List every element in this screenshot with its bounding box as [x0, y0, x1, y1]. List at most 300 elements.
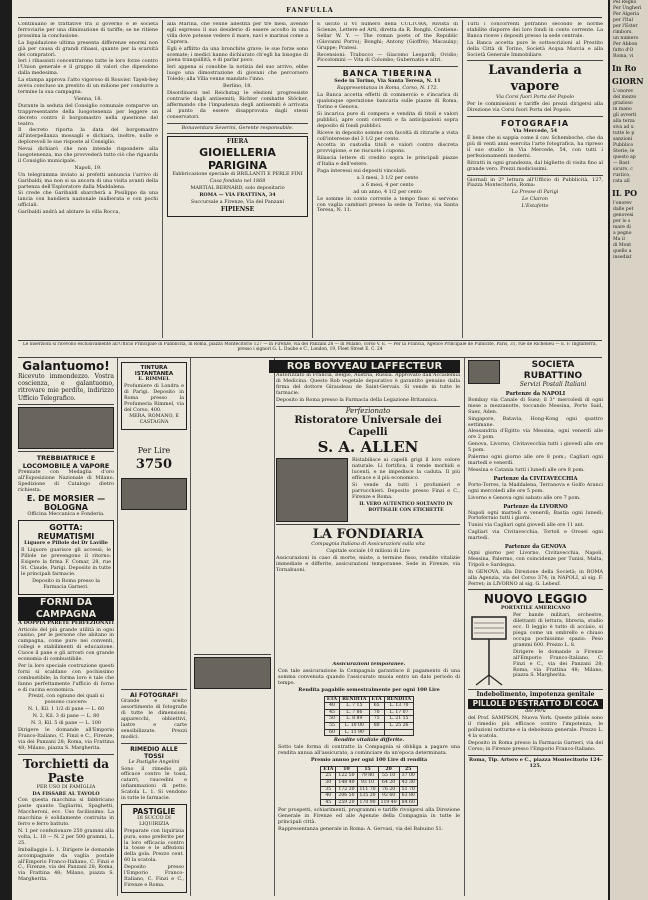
bank-paragraph: Accetta in custodia titoli e valori contro discreta provvigione, e ne riscuote i cupons.	[317, 142, 458, 155]
ad-line: Casa fondata nel 1868	[209, 178, 266, 185]
tosse-text: Sono il rimedio più efficace contro le tossi, catarri, raucedini e infiammazioni di petto. Scatola L. 1. Si vendono in tutte le farmacie.	[121, 765, 187, 802]
bank-paragraph: Si incarica pure di compera e vendita di titoli e valori pubblici, apre conti correnti e fa anticipazioni sopra deposito di fondi pubblici.	[317, 110, 458, 129]
table-cell: 119 40	[378, 799, 399, 806]
leggio-body	[468, 613, 603, 687]
giornale-item: L'Estafette	[521, 203, 549, 210]
temporanee-label: Assicurazioni temporanee.	[332, 662, 406, 667]
notice-text: Le inserzioni si ricevono esclusivamente all'Ufficio Principale di Pubblicità, in Roma, piazza Montecitorio 127 — in Firenze, via del Panzani 28 — in Milano, corso V. E. — Per la Francia, Agence Principale de Publicité, Paris, 31, rue de Richelieu — E. F. Inghilterra, presso i signori G. L. Daube e C., London, 19, Fleet Street E. C. 24	[23, 342, 597, 353]
divider	[276, 524, 460, 525]
rubattino-heading: Partenze da NAPOLI	[505, 390, 566, 397]
table-cell: 111 70	[357, 786, 378, 793]
torchietti-text: Con questa macchina si fabbricano paste quanto Tagliarini, Spaghetti, Maccheroni, ecc. Uso facilissimo. La macchina è solidamente costruita in ferro e ferro battuto.	[18, 797, 114, 828]
strip-line: siva ad u	[613, 125, 634, 130]
table-cell: 55 10	[378, 773, 399, 780]
table-cell: 30	[321, 779, 336, 786]
ad-line: MARTIAL BERNARD, solo depositario	[190, 185, 285, 192]
adjacent-page-strip	[610, 0, 648, 900]
table-cell: ETÀ	[321, 766, 336, 773]
divider	[121, 743, 187, 744]
section-rule	[18, 340, 602, 341]
table-cell: 172 30	[336, 786, 357, 793]
table-row	[324, 716, 413, 723]
table-cell: 76 20	[378, 786, 399, 793]
table-cell: 40	[321, 793, 336, 800]
ads-column-a	[18, 360, 114, 896]
fondiaria-sub: Compagnia Italiana di Assicurazioni sulla vita	[311, 541, 425, 548]
news-column-1	[18, 22, 158, 338]
rubattino-line: Messina e Catania tutti i lunedì alle ore 8 pom.	[468, 466, 585, 473]
machine-illustration	[121, 478, 187, 510]
coca-sub: del Perù	[525, 708, 546, 715]
fondiaria-roma: Rappresentanza generale in Roma: A. Gervasi, via del Babuino 51.	[278, 826, 444, 832]
table-cell: 84 60	[399, 799, 417, 806]
table-cell: 148 40	[336, 779, 357, 786]
bank-paragraph: Riceve in deposito somme con facoltà di ritirarle a vista coll'interesse del 3 1/2 per cento.	[317, 129, 458, 142]
news-paragraph: La Banca accetta pure le sottoscrizioni al Prestito della Città di Torino, Società Acqua Marcia e alla Società Generale Immobiliare.	[467, 39, 603, 58]
forni-text: Articolo del più grande utilità in ogni casino, per le persone che abitano in campagna, come pure nei conventi, collegi e stabilimenti di educazione. Cuoce il pane e gli arrosti con grande economia di combustibile.	[18, 626, 114, 663]
table-cell: 35	[321, 786, 336, 793]
table-cell: 45	[324, 709, 339, 716]
boyveau-title: ROB BOYVEAU LAFFECTEUR	[269, 360, 460, 373]
gioielleria-ad	[167, 136, 308, 216]
table-cell: 170 90	[357, 799, 378, 806]
news-paragraph: Ieri appena si conobbe la notizia del suo arrivo, ebbe luogo una dimostrazione di giovani che percorsero Toledo; alla Villa venne mandato l'inno.	[167, 64, 308, 83]
strip-line: Sterie; le	[613, 149, 635, 154]
strip-line: questo ap	[613, 155, 636, 160]
ad-kicker: FIERA	[226, 138, 249, 146]
divider	[18, 451, 114, 452]
torchietti-prices: N. 1 per confezionare 250 grammi alla volta, L. 18 — N. 2 per 500 grammi, L. 25.	[18, 827, 114, 846]
divider	[167, 123, 308, 124]
table-header-row	[321, 766, 418, 773]
coca-title: PILLOLE D'ESTRATTO DI COCA	[468, 699, 603, 709]
lire-label: Per Lire	[137, 446, 171, 456]
giornale-item: Le Clairon	[522, 196, 548, 203]
news-paragraph: Nevai dichiarò che non intende rispondere alla luogotenenza, ma che provvederà tutto ciò che riguarda il Consiglio municipale.	[18, 146, 158, 164]
allen-pre: Perfezionato	[345, 406, 391, 415]
table-row	[321, 773, 418, 780]
section-rule	[18, 357, 602, 358]
torchietti-title: Torchietti da Paste	[22, 756, 110, 785]
bank-address: Sede in Torino, Via Santa Teresa, N. 11	[334, 78, 441, 85]
allen-text: Si vende da tutti i profumieri e parrucchieri. Deposito presso Finzi e C., Firenze e Roma.	[352, 482, 460, 500]
leggio-copy	[513, 613, 603, 687]
lavanderia-title: Lavanderia a vapore	[488, 63, 582, 95]
dateline: Berlino, 18.	[223, 83, 252, 90]
rubattino-line: Napoli ogni martedì e venerdì; Bastia ogni lunedì; Portoferraio tutti i giorni.	[468, 509, 603, 522]
table-cell: 259 20	[336, 799, 357, 806]
strip-line: quello a	[613, 249, 632, 254]
dateline: Vienna, 18.	[73, 95, 102, 102]
divider	[317, 66, 458, 67]
lavanderia-address: Via Corsi fuori Porta del Popolo	[495, 94, 575, 101]
table-cell: L. 17 07	[384, 709, 413, 716]
music-stand-illustration	[468, 613, 510, 687]
forni-price: N. 2, Kil. 3 di pane — L. 80	[32, 713, 100, 720]
news-paragraph: Recensioni: Trabucco — Giacomo Leopardi; Ovidio; Piccolomini — Vita di Colombo; Gubernatis e altri.	[317, 51, 458, 64]
table-cell: 75	[369, 716, 384, 723]
rendita-table	[324, 696, 414, 737]
news-paragraph: È uscito il VI numero della CULTURA, Rivista di Scienze, Lettere ed Arti, diretta da R. Bonghi. Contiene: Sellar W. Y. — The roman poets of the Republic (Giovanni Porro); Bonghi; Antony (Gioffrè); Macaulay; Gruppe; Pratesi.	[317, 22, 458, 51]
strip-line: insediat	[613, 255, 632, 260]
strip-line: sanzioni	[613, 137, 633, 142]
fondiaria-foot: Per prospetti, schiarimenti, programmi e tariffe rivolgersi alla Direzione Generale in Firenze ed alle Agenzie della Compagnia in tutte le principali città.	[278, 807, 460, 826]
table-row	[324, 729, 413, 736]
news-paragraph: Ieri i ribassisti concentrarono tutte le loro forze contro l'Union generale e il gruppo di valori che dipendono dalla medesima.	[18, 58, 158, 77]
news-paragraph: La stampa approva l'atto vigoroso di Rouvier. Tayeb-bey aveva concluso un prestito di un milione per condurre a termine la sua campagna.	[18, 77, 158, 95]
galantuomo-text: Ricevuto immondezzo. Vostra coscienza, e galantuomo, ritrovare mie perdite, indirizzo Ufficio Telegrafico.	[18, 373, 114, 402]
leggio-title: NUOVO LEGGIO	[483, 592, 588, 607]
table-cell	[384, 729, 413, 736]
premio-table	[320, 766, 418, 807]
divider	[467, 60, 603, 61]
table-cell: 10	[336, 766, 357, 773]
rubattino-line: Singapore, Batavia, Hong-Kong ogni quattro settimane.	[468, 415, 603, 428]
tosse-sub: Le Pastiglie Angelini	[128, 758, 180, 765]
forni-sub: A DOPPIA PARETE PERFEZIONATI	[18, 619, 114, 626]
morsier-sub: Officina Meccanica e Fonderia.	[27, 511, 105, 518]
strip-line: rustico,	[613, 173, 631, 178]
table-row	[324, 709, 413, 716]
boyveau-text: Autorizzato in Francia, Belgio, Austria, Russia. Approvato dall'Accademia di Medicina. Questo Rob vegetale depurativo è garantito genuino dalla firma del dottore Giraudeau de Saint-Gervais. Si vende in tutte le farmacie.	[276, 372, 460, 396]
pastiglie-title: PASTIGLIE	[132, 806, 176, 816]
news-paragraph: Si crede che Garibaldi sbarcherà a Posilippo da una lancia con bandiera nazionale inalberata e con pochi ufficiali.	[18, 190, 158, 209]
divider	[18, 404, 114, 405]
ad-line: Fabbricazione speciale di BRILLANTI E PERLE FINI	[172, 171, 303, 178]
divider	[467, 116, 603, 117]
table-cell: 40	[324, 703, 339, 710]
strip-line: alla terza	[613, 119, 635, 124]
table-cell	[369, 729, 384, 736]
table-row	[321, 793, 418, 800]
pastiglie-ad	[121, 804, 187, 893]
strip-line: Pel Regno	[613, 0, 637, 5]
tintura-ad	[121, 362, 187, 430]
bank-paragraph: La Banca accetta effetti di commercio e s'incarica di qualunque operazione bancaria sulle piazze di Roma, Torino e Genova.	[317, 92, 458, 110]
ad-firm: FIPIENSE	[220, 205, 255, 213]
table-cell: 65	[369, 703, 384, 710]
strip-line: grazioso	[613, 101, 633, 106]
rubattino-line: Livorno e Genova ogni sabato alle ore 7 pom.	[468, 494, 581, 501]
torchietti-sub2: DA FISSARE AL TAVOLO	[32, 790, 100, 797]
fotografi-text: Grande e scelto assortimento di fotografie di tutte le dimensioni; apparecchi, obbiettivi, lastre e carte sensibilizzate. Prezzi modici.	[121, 698, 187, 740]
ads-column-e	[468, 360, 603, 896]
torchietti-text: Imballaggio L. 1. Dirigere le domande accompagnate da vaglia postale all'Emporio Franco-Italiano, C. Finzi e C., Firenze, via dei Panzani 28; Roma, via Frattina 48; Milano, piazza S. Margherita.	[18, 846, 114, 883]
table-cell: 79 80	[357, 773, 378, 780]
strip-line: Per Abbon	[613, 42, 638, 47]
tintura-name: E. RIMMEL	[138, 376, 170, 382]
lire-box	[121, 446, 187, 472]
forni-price: N. 1, Kil. 1 1/2 di pane — L. 60	[27, 706, 105, 713]
strip-line: L'onorev	[613, 89, 634, 94]
table-row	[324, 722, 413, 729]
strip-heading-3: IL PO	[612, 188, 638, 198]
table-cell: 50	[324, 716, 339, 723]
strip-line: Roma, vi	[613, 54, 634, 59]
gotta-ad	[18, 520, 114, 594]
news-column-2	[167, 22, 308, 338]
table-cell: 25	[321, 773, 336, 780]
galantuomo-title: Galantuomo!	[22, 360, 110, 373]
strip-line: rata all	[613, 179, 630, 184]
rubattino-heading: Partenze da LIVORNO	[503, 503, 568, 510]
news-paragraph: Durante la seduta del Consiglio comunale comparve un trappresentante della luogotenenza per leggere un decreto contro il borgomastro nella questione del teatro.	[18, 102, 158, 127]
fotografia-address: Via Mercede, 54	[512, 128, 558, 135]
boyveau-body	[276, 373, 460, 574]
fondiaria-text: Assicurazioni in caso di morte, miste, a termine fisso, rendite vitalizie immediate e differite, assicurazioni temporanee. Sede in Firenze, via Tornabuoni.	[276, 555, 460, 574]
bank-title: BANCA TIBERINA	[342, 69, 433, 79]
table-cell: RENDITA	[384, 696, 413, 703]
table-cell: 25	[399, 766, 417, 773]
tintura-text: Profumiere di Londra e di Parigi. Deposito in Roma presso la Profumeria Rimmel, via del Corso, 400.	[124, 382, 184, 413]
table-cell: L. 25 26	[384, 722, 413, 729]
fondiaria-illustration	[194, 657, 271, 689]
table-cell: 43 30	[399, 779, 417, 786]
divider	[468, 755, 603, 756]
allen-title: Ristoratore Universale dei Capelli	[294, 415, 442, 439]
allen-name: S. A. ALLEN	[317, 438, 419, 457]
gotta-sub: Liquore e Pillole del Dr Laville	[24, 540, 108, 547]
ad-line: Succursale a Firenze, Via del Panzani	[190, 198, 285, 205]
strip-line: in mano	[613, 107, 632, 112]
strip-line: Pubblico	[613, 143, 634, 148]
gioielleria-title: GIOIELLERIA PARIGINA	[199, 146, 276, 173]
strip-line: mare di	[613, 225, 631, 230]
strip-line: un numero	[613, 36, 639, 41]
table-cell: 206 50	[336, 793, 357, 800]
rubattino-foot: In GENOVA, alla Direzione della Società; in ROMA alla Agenzia, via del Corso 374; in NAPOLI, al sig. F. Perret; in LIVORNO al sig. G. Lebeuf.	[468, 568, 603, 587]
editor-signature: Bonaventura Severini, Gerente responsabile.	[181, 124, 294, 131]
news-paragraph: Disordinarsi nel Reichstag le elezioni progressiste contrarie dagli antisemiti; Richter combatte Stöcker, affermando che l'impudenza degli antisemiti è arrivata al punto da essere disapprovata dagli stessi conservatori.	[167, 89, 308, 120]
rubattino-line: Genova, Livorno, Civitavecchia tutti i giovedì alle ore 5 pom.	[468, 441, 603, 454]
news-paragraph: alla Marina, che venne allestita per tre mesi, avendo egli espresso il suo desiderio di essere accolto in una villa dove potesse vedere il mare, navi e marinai come a Caprera.	[167, 22, 308, 45]
rubattino-line: Porto-Torres, la Maddalena, Terranova e Golfo Aranci ogni mercoledì alle ore 5 pom.	[468, 481, 603, 494]
table-cell: L. 7 86	[340, 709, 369, 716]
column-rule	[464, 358, 465, 896]
rubattino-title: SOCIETÀ RUBATTINO	[523, 360, 583, 381]
strip-line: di Mont	[613, 243, 632, 248]
table-row	[324, 703, 413, 710]
music-stand-icon	[468, 613, 510, 687]
allen-body	[276, 458, 460, 522]
trebbiatrice-text: Premiate con Medaglia d'oro all'Esposizione Nazionale di Milano. Spedizione di Catalogo dietro richiesta.	[18, 468, 114, 493]
table1-title: Rendita pagabile semestralmente per ogni 100 Lire	[298, 686, 440, 693]
coca-text: del Prof. SAMPSON, Nuova York. Queste pillole sono il rimedio più efficace contro l'impotenza, le polluzioni notturne e la debolezza generale. Prezzo L. 4 la scatola.	[468, 715, 603, 739]
divider	[121, 689, 187, 690]
table-cell: RENDITA	[340, 696, 369, 703]
divider	[468, 689, 603, 690]
news-paragraph: Egli è afflitto da una bronchite grave; le sue forze sono scemate; i medici hanno dichiarato ch'egli ha bisogno di piena tranquillità, e di parlar poco.	[167, 45, 308, 64]
fotografi-title: AI FOTOGRAFI	[130, 692, 178, 700]
table-cell: L. 21 15	[384, 716, 413, 723]
rendite-label: Rendite vitalizie differite.	[333, 737, 405, 744]
fondiaria-sub2: Capitale sociale 10 milioni di Lire	[326, 548, 410, 555]
divider	[467, 175, 603, 176]
masthead: FANFULLA	[286, 6, 334, 14]
gotta-title: GOTTA: REUMATISMI	[37, 523, 95, 542]
boyveau-text: Deposito in Roma presso la Farmacia della Legazione Britannica.	[276, 396, 438, 403]
giornale-item: La Presse di Parigi	[511, 189, 559, 196]
strip-body-lines-2	[610, 201, 648, 261]
allen-portrait	[276, 458, 348, 522]
news-paragraph: La liquidazione ultima presenta differenze enormi non già per causa di grandi ribassi, quanto per la scarsità dei compratori.	[18, 39, 158, 58]
lavanderia-text: Per le commissioni e tariffe dei prezzi dirigersi alla Direzione via Corsi fuori Porta del Popolo.	[467, 101, 603, 114]
forni-dir: Dirigere le domande all'Emporio Franco-Italiano, C. Finzi e C., Firenze, via dei Panzani 28; Roma, via Frattina 48; Milano, piazza S. Margherita.	[18, 727, 114, 751]
table-cell: 93 10	[357, 779, 378, 786]
table-cell: L. 13 70	[384, 703, 413, 710]
leggio-dir: Dirigere le domande a Firenze all'Emporio Franco-Italiano, C. Finzi e C., via dei Panzani 28; Roma, via Frattina 48; Milano, piazza S. Margherita.	[513, 648, 603, 679]
strip-line: Per Algeria	[613, 12, 640, 17]
bank-rate: ad un anno, 4 1/2 per cento	[353, 188, 422, 195]
fotografia-text: Ritratti in ogni grandezza, dal biglietto di visita fino al grande vero. Prezzi modicissimi.	[467, 159, 603, 172]
forni-prices-label: Prezzi, con ognuno dei quali si possono cuocere:	[28, 693, 104, 706]
rubattino-heading: Partenze da GENOVA	[504, 544, 567, 551]
pastiglie-dep: Deposito presso l'Emporio Franco-Italiano, C. Finzi e C., Firenze e Roma.	[124, 864, 184, 888]
table-header-row	[324, 696, 413, 703]
table-body	[321, 773, 418, 806]
strip-line: tutte le p	[613, 131, 635, 136]
fondiaria-tables	[278, 662, 460, 896]
leggio-text: Per bande militari, orchestre, dilettanti di lettura, libreria, studio ecc. Il leggio è tutto di acciaio, si piega come un ombrello e chiuso occupa pochissimo spazio. Peso grammi 600. Prezzo L. 8.	[513, 612, 603, 648]
news-column-4	[467, 22, 603, 338]
news-paragraph: Un telegramma inviato ai prefetti annuncia l'arrivo di Garibaldi; ma non si sa ancora di una visita avanti della partenza dell'Esploratore dalla Maddalena.	[18, 171, 158, 190]
forni-title: FORNI DA CAMPAGNA	[18, 597, 114, 621]
table-cell: 70	[369, 709, 384, 716]
ad-line: ROMA — VIA FRATTINA, 34	[199, 192, 276, 199]
table-body	[324, 703, 413, 736]
table-cell: L. 10 00	[340, 722, 369, 729]
forni-price: N. 3, Kil. 5 di pane — L. 100	[31, 720, 101, 727]
divider	[468, 589, 603, 590]
column-rule	[117, 358, 118, 896]
bank-paragraph: Rilascia lettere di credito sopra le principali piazze d'Italia e dell'estero.	[317, 155, 458, 168]
column-rule	[462, 20, 463, 338]
rubattino-heading: Partenze da CIVITAVECCHIA	[493, 475, 578, 482]
lire-value: 3750	[135, 457, 173, 473]
tintura-city: MERA, ROMANO, E CASTAGNA	[129, 413, 179, 426]
table-cell: 20	[378, 766, 399, 773]
news-paragraph: Il decreto riporta la data del borgomastro all'interpellanza mossagli e dichiara, inoltre, nulle e deplorevoli le sue risposte al Consiglio.	[18, 127, 158, 146]
dateline: Napoli, 19.	[74, 164, 102, 171]
rendite-text: Sotto tale forma di contratto la Compagnia si obbliga a pagare una rendita annua all'assicurato, a cominciare da un'epoca determinata.	[278, 744, 460, 756]
fotografia-title: FOTOGRAFIA	[500, 119, 570, 129]
bank-rate: a 3 mesi, 3 1/2 per cento	[356, 174, 419, 181]
table-cell: 55	[324, 722, 339, 729]
strip-line: rimbors.	[613, 30, 633, 35]
indebolimento-title: Indebolimento, impotenza genitale	[476, 691, 595, 699]
table-cell: 64 20	[378, 779, 399, 786]
table-cell: 92 60	[378, 793, 399, 800]
allen-copy	[352, 458, 460, 522]
morsier-title: E. DE MORSIER — BOLOGNA	[26, 494, 106, 513]
column-spacer	[121, 512, 187, 687]
strip-line: del mezzo	[613, 95, 637, 100]
news-column-3	[317, 22, 458, 338]
gotta-text: Il Liquore guarisce gli accessi; le Pillole ne prevengono il ritorno. Esigere la firma F. Comar, 28, rue St. Claude, Parigi. Deposito in tutte le principali farmacie.	[21, 547, 111, 577]
ads-column-b	[121, 360, 187, 896]
column-rule	[162, 20, 163, 338]
strip-line: Ma il	[613, 237, 625, 242]
strip-line: — Bast	[613, 161, 630, 166]
rubattino-sub: Servizi Postali Italiani	[519, 381, 587, 388]
table-cell: 60	[324, 729, 339, 736]
divider	[167, 133, 308, 134]
gotta-dep: Deposito in Roma presso la Farmacia Garneri.	[32, 577, 100, 590]
trebbiatrice-title: TREBBIATRICE E LOCOMOBILE A VAPORE	[22, 453, 110, 470]
newspaper-page	[12, 0, 608, 900]
fondiaria-title: LA FONDIARIA	[312, 527, 424, 543]
rubattino-line: Palermo ogni giorno alle ore 8 pom.; Cagliari ogni martedì e venerdì.	[468, 454, 603, 466]
pastiglie-sub: DI SUCCO DI LIQUIRIZIA	[137, 814, 171, 827]
table-cell: 63 80	[399, 793, 417, 800]
torchietti-sub: PER USO DI FAMIGLIA	[36, 783, 96, 790]
table-cell: 135 20	[357, 793, 378, 800]
tintura-title: TINTURA ISTANTANEA	[134, 365, 174, 377]
column-rule	[190, 358, 191, 896]
masthead-rule	[18, 17, 602, 18]
strip-heading-2: GIORN	[612, 76, 644, 86]
column-rule	[312, 20, 313, 338]
table2-title: Premio annuo per ogni 100 Lire di rendita	[310, 756, 428, 763]
forni-text: Per la loro speciale costruzione questi forni si scaldano con pochissimo combustibile; la forma loro è tale che fanno perfettamente l'ufficio di forno e di cucina economica.	[18, 662, 114, 693]
strip-line: fatto d'O	[613, 48, 634, 53]
bank-rate: a 6 mesi, 4 per cento	[361, 181, 414, 188]
ship-illustration	[468, 360, 500, 384]
bank-roma: Rappresentanza in Roma, Corso, N. 172.	[337, 85, 438, 92]
allen-text: Ristabilisce ai capelli grigi il loro colore naturale. Li fortifica, li rende morbidi e lucenti, e ne impedisce la caduta. Il più efficace e il più economico.	[352, 457, 460, 482]
coca-dep: Deposito in Roma presso la Farmacia Garneri, via del Corso; in Firenze presso l'Emporio Franco-Italiano.	[468, 739, 603, 752]
giornali-text: Giornali in 2ª lettura all'Ufficio di Pubblicità, 127, Piazza Montecitorio, Roma:	[467, 176, 603, 189]
table-cell: L. 8 89	[340, 716, 369, 723]
table-row	[321, 779, 418, 786]
allen-box: IL VERO AUTENTICO SOLTANTO IN BOTTIGLIE CON ETICHETTE	[359, 501, 453, 513]
strip-line: a pegno	[613, 231, 632, 236]
table-cell: 80	[369, 722, 384, 729]
leggio-sub: PORTATILE AMERICANO	[500, 605, 571, 612]
table-cell: 122 50	[336, 773, 357, 780]
strip-line: per l'Ester	[613, 24, 638, 29]
boyveau-allen-block	[194, 360, 460, 660]
table-cell: 37 00	[399, 773, 417, 780]
strip-line: genovesi	[613, 213, 634, 218]
rubattino-line: Ogni giorno per Livorno, Civitavecchia, Napoli, Messina, Palermo, con coincidenze per Tunisi, Malta, Tripoli e Sardegna.	[468, 550, 603, 568]
tosse-title: RIMEDIO ALLE TOSSI	[130, 745, 178, 760]
strip-line: Per Ungheri	[613, 6, 642, 11]
divider	[18, 754, 114, 755]
table-cell: 15	[357, 766, 378, 773]
table-cell: L. 11 90	[340, 729, 369, 736]
news-paragraph: Garibaldi andrà ad abitare la villa Rocca,	[18, 209, 121, 216]
news-paragraph: Tutti i concorrenti potranno secondo le norme stabilite disporre dei loro fondi in conto corrente. La Banca riceve i depositi presso la sede centrale.	[467, 22, 603, 39]
bank-paragraph: Le somme in conto corrente a tempo fisso si servono con vaglia cambiari presso la sede in Torino, via Santa Teresa, N. 11.	[317, 195, 458, 214]
notice-bar	[18, 342, 602, 356]
temporanee-text: Con tale assicurazione la Compagnia garantisce il pagamento di una somma convenuta quando l'assicurato muoia entro un dato periodo di tempo.	[278, 667, 460, 686]
table-cell: L. 7 15	[340, 703, 369, 710]
strip-heading-1: In Ro	[612, 63, 637, 73]
printer-line: Roma, Tip. Artero e C., piazza Montecitorio 124-125.	[469, 756, 602, 769]
strip-line: gli avverti	[613, 113, 637, 118]
strip-line: sicuro, c	[613, 167, 633, 172]
table-row	[321, 799, 418, 806]
strip-line: l'onorev	[613, 201, 632, 206]
table-cell: 45	[321, 799, 336, 806]
strip-line: per lo s	[613, 219, 631, 224]
fotografia-text: È bene che si sappia come il cav. Schemboche, che da più di venti anni esercita l'arte fotografica, ha ripreso il suo studio in Via Mercede, 54, con tutti i perfezionamenti moderni.	[467, 135, 603, 159]
strip-line: dalle pet	[613, 207, 634, 212]
strip-line: per l'Ital	[613, 18, 633, 23]
rubattino-line: Tunisi via Cagliari ogni giovedì alle ore 11 ant.	[468, 522, 585, 529]
strip-header-lines	[610, 0, 648, 60]
